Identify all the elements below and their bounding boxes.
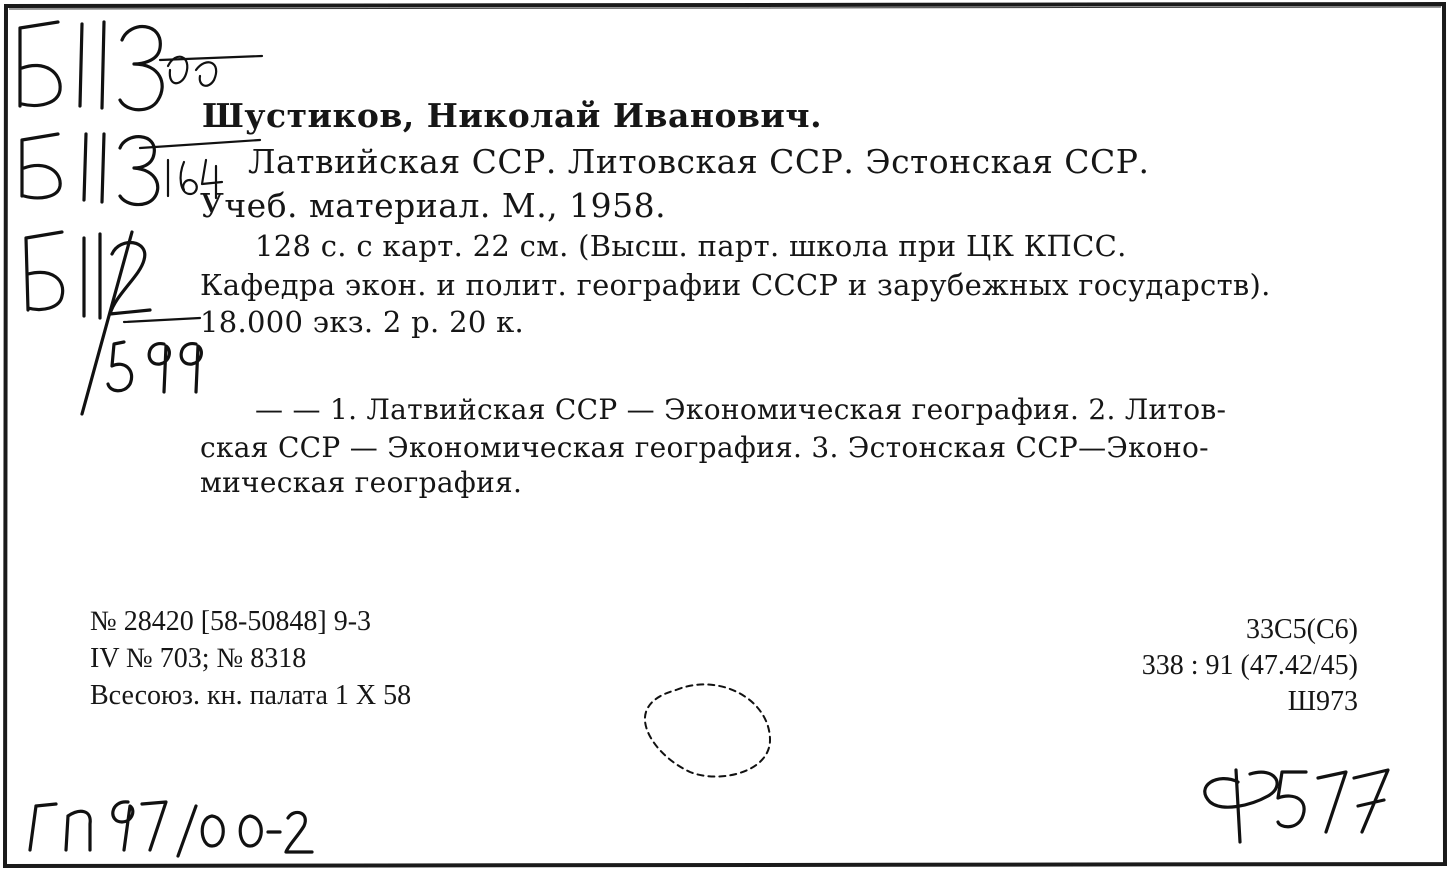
title-line-1: Латвийская ССР. Литовская ССР. Эстонская ССР. <box>248 142 1150 181</box>
footer-left-line-2: IV № 703; № 8318 <box>90 643 307 674</box>
subject-line-3: мическая география. <box>200 466 523 499</box>
subject-line-2: ская ССР — Экономическая география. 3. Эстонская ССР—Эконо- <box>200 431 1209 464</box>
footer-right-line-1: 33С5(С6) <box>1246 614 1358 645</box>
author-heading: Шустиков, Николай Иванович. <box>202 96 823 135</box>
footer-right-line-2: 338 : 91 (47.42/45) <box>1141 650 1358 681</box>
footer-left-line-1: № 28420 [58-50848] 9-3 <box>90 606 372 637</box>
subject-line-1: — — 1. Латвийская ССР — Экономическая география. 2. Литов- <box>255 393 1227 426</box>
footer-left-line-3: Всесоюз. кн. палата 1 X 58 <box>90 680 412 711</box>
collation-line-2: Кафедра экон. и полит. географии СССР и зарубежных государств). <box>200 268 1271 302</box>
collation-line-1: 128 с. с карт. 22 см. (Высш. парт. школа при ЦК КПСС. <box>255 229 1127 263</box>
title-line-2: Учеб. материал. М., 1958. <box>200 186 667 225</box>
footer-right-line-3: Ш973 <box>1287 686 1358 717</box>
collation-line-3: 18.000 экз. 2 р. 20 к. <box>200 305 525 339</box>
